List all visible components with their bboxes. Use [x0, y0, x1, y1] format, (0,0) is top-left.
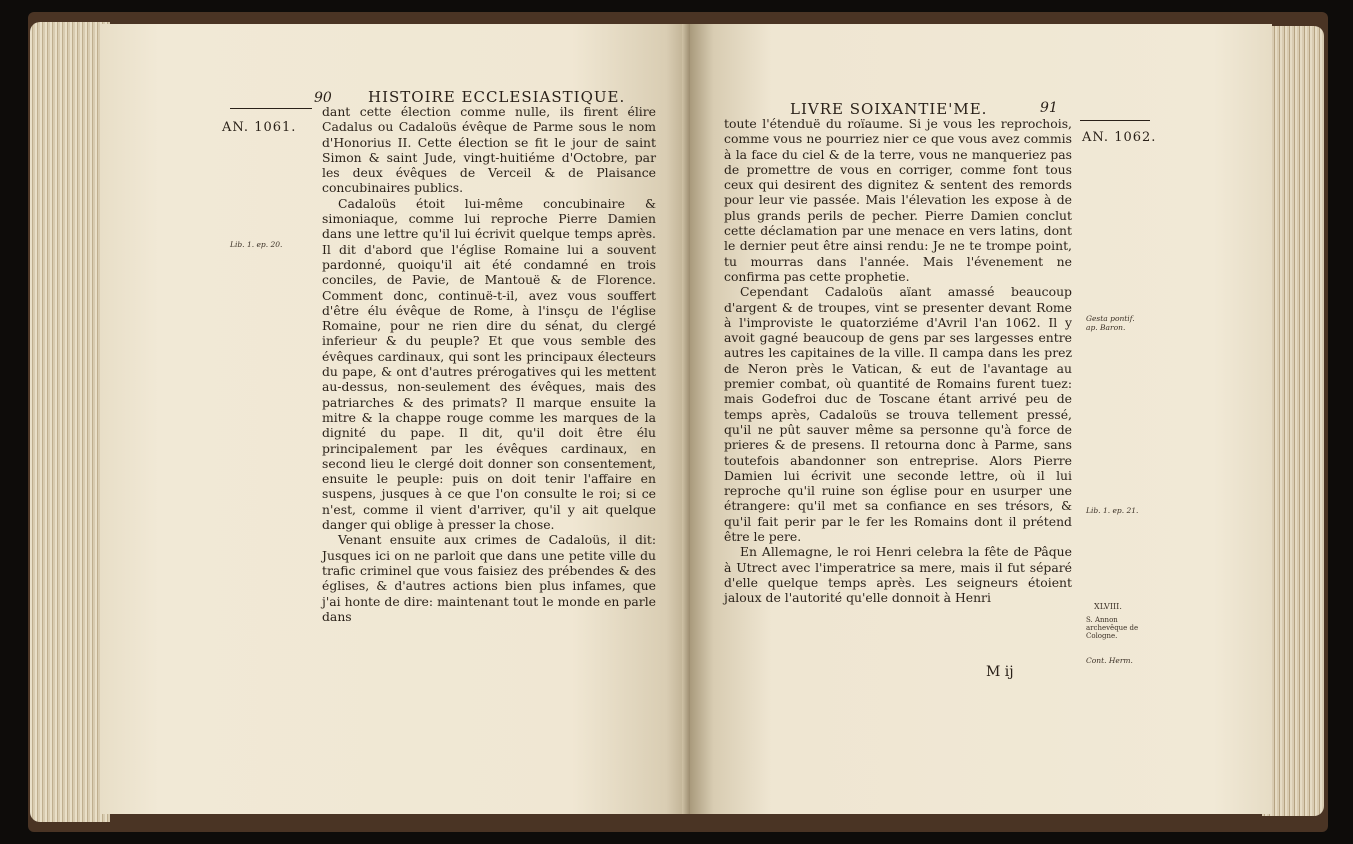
- right-page: [690, 24, 1272, 814]
- left-year-rule: [230, 108, 312, 109]
- section-number: XLVIII.: [1094, 602, 1122, 611]
- right-text-block: [724, 116, 1072, 606]
- section-title: S. Annon archevêque de Cologne.: [1086, 616, 1139, 640]
- paragraph: En Allemagne, le roi Henri celebra la fête de Pâque à Utrect avec l'imperatrice sa mere, mais il fut séparé d'elle quelque temps après. Les seigneurs étoient jaloux de l'autorité qu'elle donnoit à Henri: [724, 544, 1072, 606]
- left-page: [100, 24, 690, 814]
- right-page-number: 91: [1040, 100, 1058, 116]
- paragraph: dant cette élection comme nulle, ils firent élire Cadalus ou Cadaloüs évêque de Parme sous le nom d'Honorius II. Cette élection se fit le jour de saint Simon & saint Jude, vingt-huitiéme d'Octobre, par les deux évêques de Verceil & de Plaisance concubinaires publics.: [322, 104, 656, 196]
- paragraph: Cependant Cadaloüs aïant amassé beaucoup d'argent & de troupes, vint se presenter devant Rome à l'improviste le quatorziéme d'Avril l'an 1062. Il y avoit gagné beaucoup de gens par ses largesses entre autres les capitaines de la ville. Il campa dans les prez de Neron près le Vatican, & eut de l'avantage au premier combat, où quantité de Romains furent tuez: mais Godefroi duc de Toscane étant arrivé peu de temps après, Cadaloüs se trouva tellement pressé, qu'il ne pût sauver même sa personne qu'à force de prieres & de presens. Il retourna donc à Parme, sans toutefois abandonner son entreprise. Alors Pierre Damien lui écrivit une seconde lettre, où il lui reproche qu'il ruine son église pour en usurper une étrangere: qu'il met sa confiance en ses trésors, & qu'il fait perir par le fer les Romains dont il prétend être le pere.: [724, 284, 1072, 545]
- right-margin-note: Lib. 1. ep. 21.: [1086, 506, 1139, 515]
- page-edges-left: [30, 22, 110, 822]
- paragraph: Venant ensuite aux crimes de Cadaloüs, il dit: Jusques ici on ne parloit que dans une petite ville du trafic criminel que vous faisiez des prébendes & des églises, & d'autres actions bien plus infames, que j'ai honte de dire: maintenant tout le monde en parle dans: [322, 532, 656, 624]
- signature-mark: M ij: [986, 664, 1014, 680]
- left-page-number: 90: [314, 90, 332, 106]
- left-margin-note: Lib. 1. ep. 20.: [230, 240, 283, 249]
- right-margin-note: Cont. Herm.: [1086, 656, 1133, 665]
- right-year-rule: [1080, 120, 1150, 121]
- right-year-label: AN. 1062.: [1082, 130, 1157, 145]
- right-running-head: LIVRE SOIXANTIE'ME.: [790, 100, 988, 118]
- left-year-label: AN. 1061.: [222, 120, 297, 135]
- paragraph: Cadaloüs étoit lui-même concubinaire & simoniaque, comme lui reproche Pierre Damien dans une lettre qu'il lui écrivit quelque temps après. Il dit d'abord que l'église Romaine lui a souvent pardonné, quoiqu'il ait été condamné en trois conciles, de Pavie, de Mantouë & de Florence. Comment donc, continuë-t-il, avez vous souffert d'être élu évêque de Rome, à l'insçu de l'église Romaine, pour ne rien dire du sénat, du clergé inferieur & du peuple? Et que vous semble des évêques cardinaux, qui sont les principaux électeurs du pape, & ont d'autres prérogatives qui les mettent au-dessus, non-seulement des évêques, mais des patriarches & des primats? Il marque ensuite la mitre & la chappe rouge comme les marques de la dignité du pape. Il dit, qu'il doit être élu principalement par les évêques cardinaux, en second lieu le clergé doit donner son consentement, ensuite le peuple: puis on doit tenir l'affaire en suspens, jusques à ce que l'on consulte le roi; si ce n'est, comme il vient d'arriver, qu'il y ait quelque danger qui oblige à presser la chose.: [322, 195, 656, 533]
- left-text-block: [322, 104, 656, 624]
- paragraph: toute l'étenduë du roïaume. Si je vous les reprochois, comme vous ne pourriez nier ce que vous avez commis à la face du ciel & de la terre, vous ne manqueriez pas de promettre de vous en corriger, comme font tous ceux qui desirent des dignitez & sentent des remords pour leur vie passée. Mais l'élevation les expose à de plus grands perils de pecher. Pierre Damien conclut cette déclamation par une menace en vers latins, dont le dernier peut être ainsi rendu: Je ne te trompe point, tu mourras dans l'année. Mais l'évenement ne confirma pas cette prophetie.: [724, 116, 1072, 284]
- left-running-head: HISTOIRE ECCLESIASTIQUE.: [368, 88, 626, 106]
- right-margin-note: Gesta pontif. ap. Baron.: [1086, 314, 1135, 332]
